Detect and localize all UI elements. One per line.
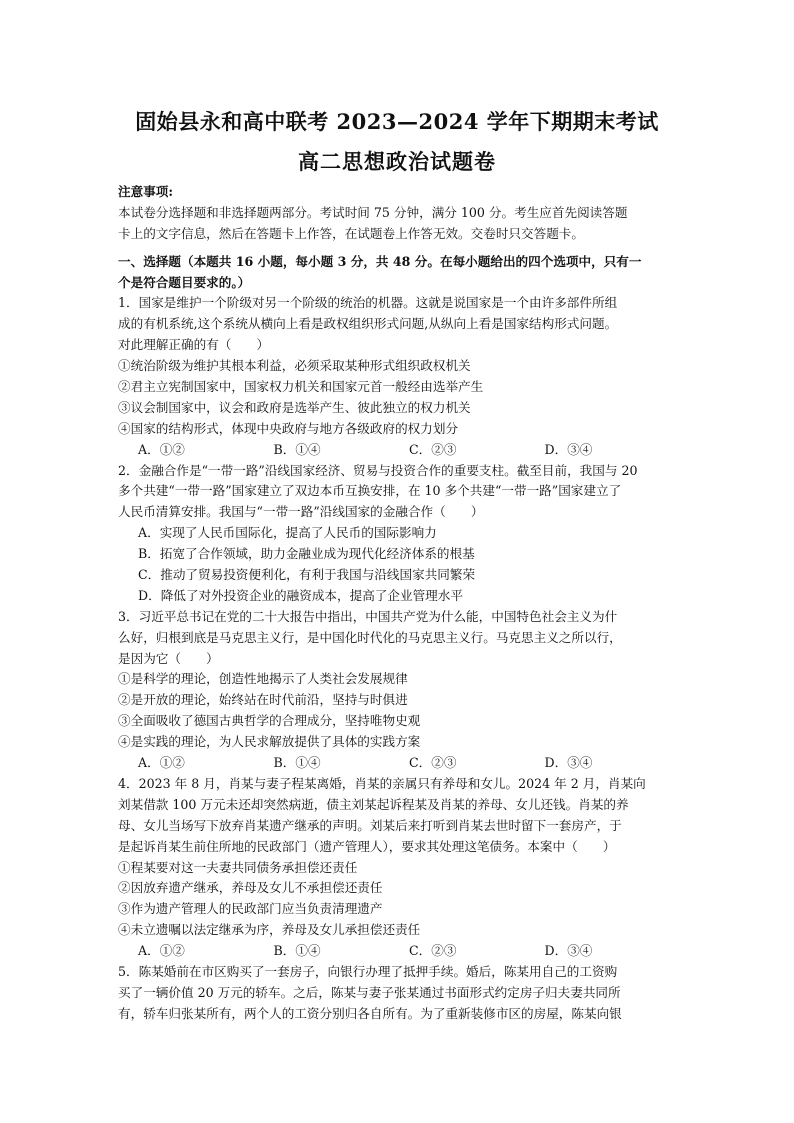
question-item: ④是实践的理论，为人民求解放提供了具体的实践方案 [118, 734, 421, 750]
choice-b: B．①④ [273, 943, 321, 959]
notes-line: 卡上的文字信息，然后在答题卡上作答，在试题卷上作答无效。交卷时只交答题卡。 [118, 225, 584, 241]
question-stem: 3．习近平总书记在党的二十大报告中指出，中国共产党为什么能，中国特色社会主义为什 [118, 608, 618, 624]
question-stem: 2．金融合作是“一带一路”沿线国家经济、贸易与投资合作的重要支柱。截至目前，我国与 20 [118, 462, 638, 478]
option-a: A．实现了人民币国际化，提高了人民币的国际影响力 [138, 525, 437, 541]
question-stem: 对此理解正确的有（ ） [118, 337, 270, 353]
choice-b: B．①④ [273, 755, 321, 771]
question-stem: 人民币清算安排。我国与“一带一路”沿线国家的金融合作（ ） [118, 504, 484, 520]
question-item: ④未立遗嘱以法定继承为序，养母及女儿承担偿还责任 [118, 922, 421, 938]
question-4 [118, 774, 680, 962]
question-stem: 么好，归根到底是马克思主义行，是中国化时代化的马克思主义行。马克思主义之所以行， [118, 629, 622, 645]
exam-body [118, 182, 680, 1025]
question-3 [118, 607, 680, 774]
question-2 [118, 461, 680, 607]
exam-title: 固始县永和高中联考 2023—2024 学年下期期末考试 [135, 109, 659, 134]
question-stem: 有，轿车归张某所有，两个人的工资分别归各自所有。为了重新装修市区的房屋，陈某向银 [118, 1005, 622, 1021]
answer-choices [118, 753, 680, 774]
choice-b: B．①④ [273, 441, 321, 457]
answer-choices [118, 440, 680, 461]
choice-d: D．③④ [544, 943, 593, 959]
question-item: ①是科学的理论，创造性地揭示了人类社会发展规律 [118, 671, 408, 687]
question-item: ②因放弃遗产继承，养母及女儿不承担偿还责任 [118, 880, 383, 896]
question-1 [118, 293, 680, 460]
question-stem: 买了一辆价值 20 万元的轿车。之后，陈某与妻子张某通过书面形式约定房子归夫妻共同所 [118, 984, 621, 1000]
exam-subtitle: 高二思想政治试题卷 [298, 149, 496, 174]
option-b: B．拓宽了合作领域，助力金融业成为现代化经济体系的根基 [138, 546, 475, 562]
question-stem: 刘某借款 100 万元未还却突然病逝，债主刘某起诉程某及肖某的养母、女儿还钱。肖某的养 [118, 796, 629, 812]
choice-c: C．②③ [409, 943, 457, 959]
question-item: ④国家的结构形式，体现中央政府与地方各级政府的权力划分 [118, 420, 459, 436]
question-item: ②君主立宪制国家中，国家权力机关和国家元首一般经由选举产生 [118, 379, 484, 395]
choice-c: C．②③ [409, 441, 457, 457]
question-item: ③全面吸收了德国古典哲学的合理成分，坚持唯物史观 [118, 713, 421, 729]
choice-c: C．②③ [409, 755, 457, 771]
question-item: ③作为遗产管理人的民政部门应当负责清理遗产 [118, 901, 383, 917]
choice-d: D．③④ [544, 755, 593, 771]
section-heading: 个是符合题目要求的。） [118, 274, 251, 290]
option-c: C．推动了贸易投资便利化，有利于我国与沿线国家共同繁荣 [138, 567, 476, 583]
question-stem: 是因为它（ ） [118, 650, 219, 666]
notes-heading: 注意事项: [118, 184, 174, 199]
choice-a: A．①② [138, 441, 185, 457]
choice-a: A．①② [138, 755, 185, 771]
question-stem: 4．2023 年 8 月，肖某与妻子程某离婚，肖某的亲属只有养母和女儿。2024 年 2 月，肖某向 [118, 775, 646, 791]
notes-line: 本试卷分选择题和非选择题两部分。考试时间 75 分钟，满分 100 分。考生应首先阅读答题 [118, 204, 628, 220]
question-item: ①统治阶级为维护其根本利益，必须采取某种形式组织政权机关 [118, 358, 471, 374]
section-heading: 一、选择题（本题共 16 小题，每小题 3 分，共 48 分。在每小题给出的四个选项中，只有一 [118, 253, 642, 269]
question-item: ②是开放的理论，始终站在时代前沿，坚持与时俱进 [118, 692, 408, 708]
question-item: ①程某要对这一夫妻共同债务承担偿还责任 [118, 859, 358, 875]
question-item: ③议会制国家中，议会和政府是选举产生、彼此独立的权力机关 [118, 399, 471, 415]
question-5 [118, 962, 680, 1025]
question-stem: 成的有机系统,这个系统从横向上看是政权组织形式问题,从纵向上看是国家结构形式问题。 [118, 316, 618, 332]
question-stem: 多个共建“一带一路”国家建立了双边本币互换安排，在 10 多个共建“一带一路”国家建立了 [118, 483, 622, 499]
question-stem: 母、女儿当场写下放弃肖某遗产继承的声明。刘某后来打听到肖某去世时留下一套房产，于 [118, 817, 622, 833]
option-d: D．降低了对外投资企业的融资成本，提高了企业管理水平 [138, 587, 463, 603]
choice-d: D．③④ [544, 441, 593, 457]
answer-choices [118, 941, 680, 962]
question-stem: 1．国家是维护一个阶级对另一个阶级的统治的机器。这就是说国家是一个由许多部件所组 [118, 295, 618, 311]
question-stem: 是起诉肖某生前住所地的民政部门（遗产管理人），要求其处理这笔债务。本案中（ ） [118, 838, 616, 854]
question-stem: 5．陈某婚前在市区购买了一套房子，向银行办理了抵押手续。婚后，陈某用自己的工资购 [118, 963, 618, 979]
choice-a: A．①② [138, 943, 185, 959]
